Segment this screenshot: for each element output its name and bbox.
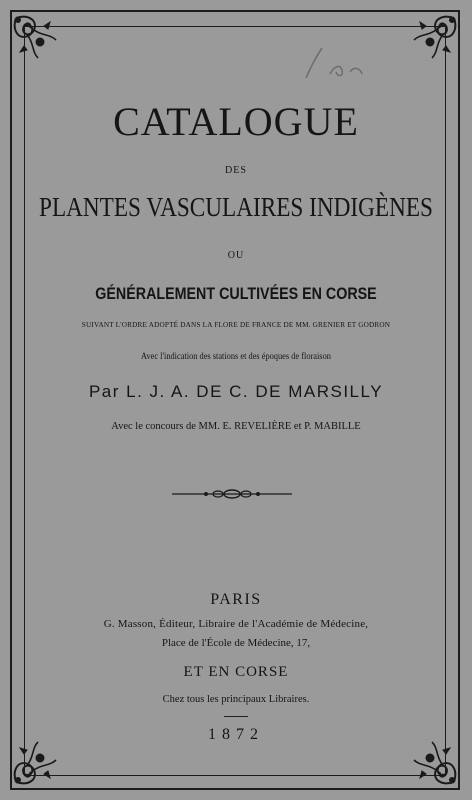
ornamental-rule-icon <box>172 487 292 501</box>
imprint-city: PARIS <box>210 591 262 608</box>
imprint-sellers: Chez tous les principaux Libraires. <box>162 694 310 705</box>
book-subtitle: PLANTES VASCULAIRES INDIGÈNES <box>39 192 433 222</box>
book-subtitle-2: GÉNÉRALEMENT CULTIVÉES EN CORSE <box>95 284 377 303</box>
corner-ornament-icon <box>410 738 462 790</box>
author-line: Par L. J. A. DE C. DE MARSILLY <box>88 382 384 401</box>
short-rule <box>224 716 248 717</box>
book-title: CATALOGUE <box>113 99 359 144</box>
collaborators-line: Avec le concours de MM. E. REVELIÈRE et P. MABILLE <box>111 421 361 432</box>
imprint-also: ET EN CORSE <box>183 664 289 680</box>
corner-ornament-icon <box>410 10 462 62</box>
publication-year: 1872 <box>208 726 264 743</box>
corner-ornament-icon <box>8 10 60 62</box>
pencil-annotation-icon <box>300 44 370 84</box>
corner-ornament-icon <box>8 738 60 790</box>
indication-note: Avec l'indication des stations et des époques de floraison <box>141 352 331 362</box>
imprint-address: Place de l'École de Médecine, 17, <box>161 637 311 649</box>
title-connector-des: DES <box>225 165 247 176</box>
order-note: SUIVANT L'ORDRE ADOPTÉ DANS LA FLORE DE FRANCE DE MM. GRENIER ET GODRON <box>81 321 391 329</box>
title-connector-ou: OU <box>227 250 245 261</box>
imprint-publisher: G. Masson, Éditeur, Libraire de l'Académie de Médecine, <box>103 618 369 630</box>
